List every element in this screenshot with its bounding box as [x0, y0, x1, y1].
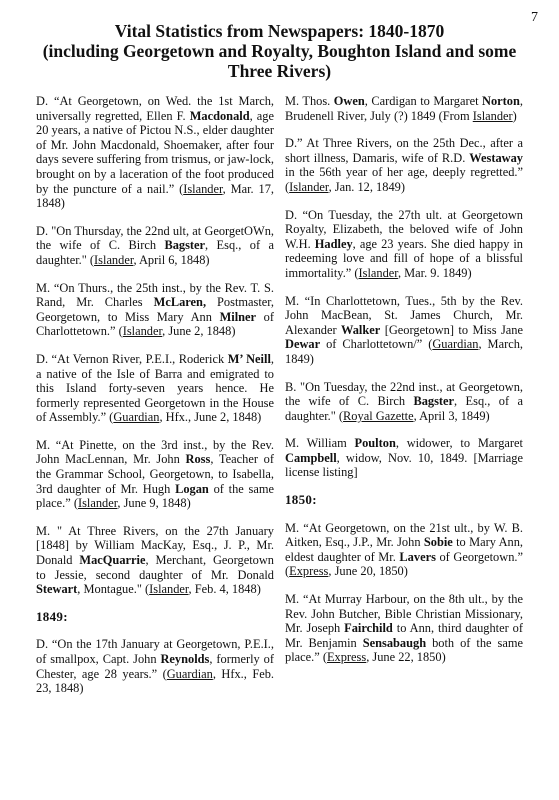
- newspaper-name: Islander: [183, 181, 223, 196]
- surname: Westaway: [469, 150, 523, 165]
- vital-record-entry: M. " At Three Rivers, on the 27th January [1848] by William MacKay, Esq., J. P., Mr. Donald MacQuarrie, Merchant, Georgetown to Jessie, second daughter of Mr. Donald Stewart, Montague." (Islander, Feb. 4, 1848): [36, 523, 275, 597]
- newspaper-name: Guardian: [432, 337, 479, 352]
- right-column: [285, 94, 523, 678]
- vital-record-entry: M. “At Murray Harbour, on the 8th ult., by the Rev. John Butcher, Bible Christian Missionary, Mr. Joseph Fairchild to Ann, third daughter of Mr. Benjamin Sensabaugh both of the same place.” (Express, June 22, 1850): [285, 592, 523, 665]
- vital-record-entry: M. “In Charlottetown, Tues., 5th by the Rev. John MacBean, St. James Church, Mr. Alexander Walker [Georgetown] to Miss Jane Dewar of Charlottetown/” (Guardian, March, 1849): [285, 293, 523, 366]
- surname: Logan: [175, 481, 209, 496]
- vital-record-entry: D. “On Tuesday, the 27th ult. at Georgetown Royalty, Elizabeth, the beloved wife of John W.H. Hadley, age 23 years. She died happy in redeeming love and fill of hope of a blissful immortality.” (Islander, Mar. 9. 1849): [285, 207, 523, 280]
- surname: Norton: [482, 94, 520, 108]
- page-title-line-1: Vital Statistics from Newspapers: 1840-1870: [114, 21, 445, 41]
- vital-record-entry: M. Thos. Owen, Cardigan to Margaret Norton, Brudenell River, July (?) 1849 (From Islander): [285, 94, 523, 123]
- surname: Ross: [185, 452, 211, 467]
- newspaper-name: Guardian: [166, 666, 213, 681]
- page-title-line-2: (including Georgetown and Royalty, Boughton Island and some: [42, 41, 517, 61]
- year-heading: 1849:: [36, 608, 68, 624]
- surname: Lavers: [399, 549, 436, 564]
- vital-record-entry: M. William Poulton, widower, to Margaret Campbell, widow, Nov. 10, 1849. [Marriage license listing]: [285, 436, 523, 480]
- surname: Sensabaugh: [362, 635, 427, 650]
- surname: Dewar: [285, 337, 321, 352]
- surname: Bagster: [164, 238, 206, 253]
- vital-record-entry: D. “At Vernon River, P.E.I., Roderick M’ Neill, a native of the Isle of Barra and emigrated to this Island forty-seven years hence. He formerly represented Georgetown in the House of Assembly.” (Guardian, Hfx., June 2, 1848): [36, 351, 274, 425]
- newspaper-name: Express: [289, 564, 329, 579]
- newspaper-name: Islander: [472, 108, 513, 123]
- vital-record-entry: D. “On the 17th January at Georgetown, P.E.I., of smallpox, Capt. John Reynolds, formerly of Chester, age 28 years.” (Guardian, Hfx., Feb. 23, 1848): [36, 637, 275, 696]
- newspaper-name: Islander: [94, 252, 134, 267]
- surname: Hadley: [314, 236, 353, 251]
- newspaper-name: Islander: [77, 496, 118, 511]
- vital-record-entry: D. “At Georgetown, on Wed. the 1st March, universally regretted, Ellen F. Macdonald, age 20 years, a native of Pictou N.S., elder daughter of Mr. John Macdonald, Shoemaker, after four days severe suffering from trismus, or jaw-lock, brought on by a laceration of the foot produced by the puncture of a nail.” (Islander, Mar. 17, 1848): [36, 94, 274, 211]
- vital-record-entry: B. "On Tuesday, the 22nd inst., at Georgetown, the wife of C. Birch Bagster, Esq., of a daughter." (Royal Gazette, April 3, 1849): [285, 379, 523, 423]
- surname: Stewart: [36, 582, 78, 597]
- vital-record-entry: D.” At Three Rivers, on the 25th Dec., after a short illness, Damaris, wife of R.D. Westaway in the 56th year of her age, deeply regretted.” (Islander, Jan. 12, 1849): [285, 136, 523, 194]
- left-column: [36, 94, 274, 709]
- newspaper-name: Islander: [358, 265, 398, 280]
- surname: Milner: [219, 309, 257, 324]
- surname: Walker: [341, 322, 381, 337]
- surname: Reynolds: [160, 652, 210, 666]
- newspaper-name: Islander: [289, 179, 329, 194]
- surname: Bagster: [413, 394, 455, 409]
- year-heading: 1850:: [285, 492, 317, 508]
- surname: Fairchild: [344, 621, 393, 636]
- vital-record-entry: M. “At Pinette, on the 3rd inst., by the Rev. John MacLennan, Mr. John Ross, Teacher of the Grammar School, Georgetown, to Isabella, 3rd daughter of Mr. Hugh Logan of the same place.” (Islander, June 9, 1848): [36, 437, 274, 511]
- vital-record-entry: D. "On Thursday, the 22nd ult, at GeorgetOWn, the wife of C. Birch Bagster, Esq., of a daughter." (Islander, April 6, 1848): [36, 223, 274, 267]
- surname: Sobie: [423, 535, 453, 550]
- surname: Poulton: [354, 436, 396, 451]
- newspaper-name: Royal Gazette: [343, 408, 414, 423]
- page-title-line-3: Three Rivers): [227, 61, 332, 81]
- newspaper-name: Express: [326, 650, 367, 665]
- surname: Campbell: [285, 450, 337, 465]
- vital-record-entry: M. “On Thurs., the 25th inst., by the Rev. T. S. Rand, Mr. Charles McLaren, Postmaster, Georgetown, to Miss Mary Ann Milner of Charlottetown.” (Islander, June 2, 1848): [36, 280, 275, 339]
- surname: MacQuarrie: [79, 553, 146, 568]
- newspaper-name: Islander: [122, 324, 163, 339]
- page-number: 7: [531, 10, 538, 25]
- surname: McLaren,: [153, 295, 207, 310]
- surname: Macdonald: [189, 108, 250, 123]
- newspaper-name: Guardian: [113, 410, 160, 425]
- page-title: [20, 21, 539, 81]
- vital-record-entry: M. “At Georgetown, on the 21st ult., by W. B. Aitken, Esq., J.P., Mr. John Sobie to Mary Ann, eldest daughter of Mr. Lavers of Georgetown.” (Express, June 20, 1850): [285, 520, 523, 579]
- newspaper-name: Islander: [149, 582, 189, 597]
- surname: Owen: [333, 94, 365, 108]
- surname: M’ Neill: [227, 351, 271, 366]
